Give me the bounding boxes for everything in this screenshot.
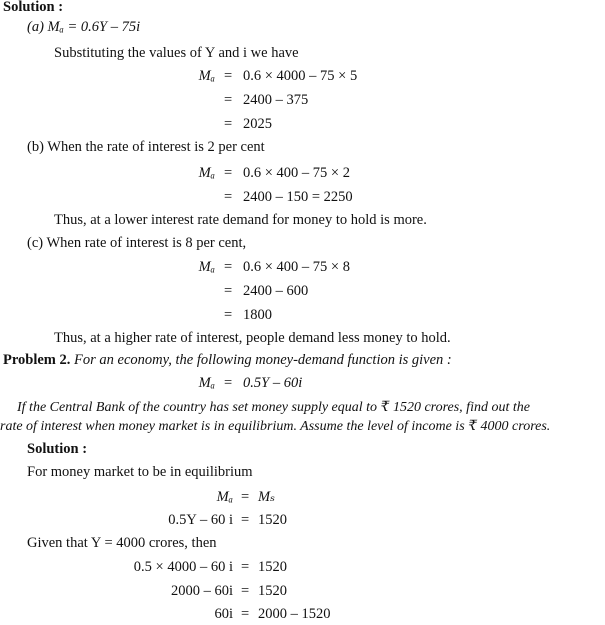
equation-lhs: 2000 – 60i <box>170 583 233 599</box>
equation-lhs: 60i <box>214 606 233 622</box>
problem-statement <box>3 351 452 369</box>
given-text: Given that Y = 4000 crores, then <box>27 535 217 551</box>
equals-sign: = <box>241 559 250 575</box>
equation-rhs: Mₛ <box>258 489 275 505</box>
equals-sign: = <box>241 512 250 528</box>
equation-rhs: 1520 <box>258 512 287 528</box>
part-b-heading: (b) When the rate of interest is 2 per cent <box>27 139 265 155</box>
solution-heading: Solution : <box>3 0 64 15</box>
equation-row <box>0 67 215 85</box>
equation-rhs: 1520 <box>258 583 287 599</box>
equation-rhs: 2400 – 375 <box>243 92 309 108</box>
equation-lhs: 0.5Y – 60 i <box>168 512 233 528</box>
equation-row <box>0 605 233 623</box>
part-c-conclusion: Thus, at a higher rate of interest, people demand less money to hold. <box>54 330 451 346</box>
equation-rhs: 0.6 × 400 – 75 × 2 <box>243 165 350 181</box>
equals-sign: = <box>224 116 233 132</box>
equals-sign: = <box>224 68 233 84</box>
equation-row <box>0 582 233 600</box>
equals-sign: = <box>241 489 250 505</box>
equation-rhs: 2000 – 1520 <box>258 606 331 622</box>
equals-sign: = <box>224 165 233 181</box>
equation-rhs: 2400 – 600 <box>243 283 309 299</box>
part-a-equation: (a) Mₐ = 0.6Y – 75i <box>27 19 141 35</box>
equation-lhs: Mₐ <box>198 259 215 275</box>
equals-sign: = <box>241 606 250 622</box>
equals-sign: = <box>224 283 233 299</box>
solution-heading-2: Solution : <box>27 441 88 457</box>
problem-text: For an economy, the following money-demand function is given : <box>74 352 452 368</box>
equation-lhs: Mₐ <box>198 375 215 391</box>
equilibrium-text: For money market to be in equilibrium <box>27 464 253 480</box>
question-line-1: If the Central Bank of the country has set money supply equal to ₹ 1520 crores, find out the <box>17 400 530 415</box>
equation-lhs: Mₐ <box>198 165 215 181</box>
equals-sign: = <box>224 189 233 205</box>
equation-rhs: 0.6 × 4000 – 75 × 5 <box>243 68 358 84</box>
equation-row <box>0 164 215 182</box>
problem-label: Problem 2. <box>3 352 71 368</box>
equation-row <box>0 374 215 392</box>
equation-lhs: Mₐ <box>216 489 233 505</box>
equals-sign: = <box>224 92 233 108</box>
equals-sign: = <box>241 583 250 599</box>
equation-row <box>0 511 233 529</box>
substitute-text: Substituting the values of Y and i we have <box>54 45 299 61</box>
equation-rhs: 1520 <box>258 559 287 575</box>
equation-rhs: 0.5Y – 60i <box>243 375 303 391</box>
equation-row <box>0 488 233 506</box>
equals-sign: = <box>224 375 233 391</box>
equation-rhs: 0.6 × 400 – 75 × 8 <box>243 259 350 275</box>
part-c-heading: (c) When rate of interest is 8 per cent, <box>27 235 247 251</box>
equation-rhs: 1800 <box>243 307 272 323</box>
equation-lhs: 0.5 × 4000 – 60 i <box>133 559 233 575</box>
equals-sign: = <box>224 307 233 323</box>
equation-rhs: 2400 – 150 = 2250 <box>243 189 353 205</box>
part-b-conclusion: Thus, at a lower interest rate demand for money to hold is more. <box>54 212 427 228</box>
equation-row <box>0 258 215 276</box>
equation-rhs: 2025 <box>243 116 272 132</box>
equation-row <box>0 558 233 576</box>
equation-lhs: Mₐ <box>198 68 215 84</box>
equals-sign: = <box>224 259 233 275</box>
question-line-2: rate of interest when money market is in equilibrium. Assume the level of income is ₹ 4000 crores. <box>0 419 551 434</box>
